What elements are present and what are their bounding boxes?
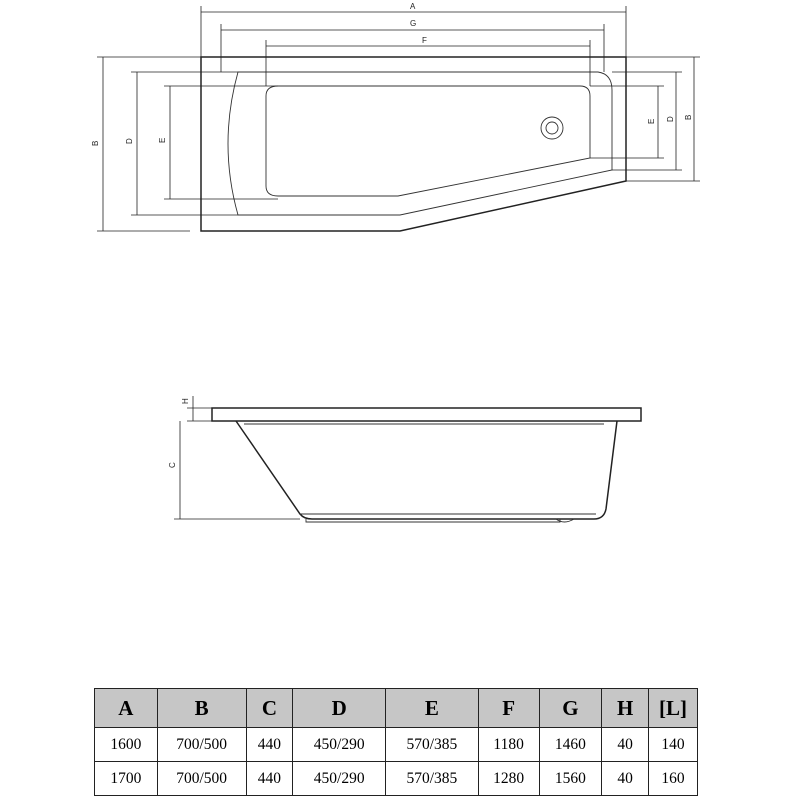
cell-h: 40 xyxy=(602,762,649,796)
header-g: G xyxy=(539,689,602,728)
cell-f: 1280 xyxy=(478,762,539,796)
cell-e: 570/385 xyxy=(386,728,479,762)
cell-f: 1180 xyxy=(478,728,539,762)
side-view-rim xyxy=(212,408,641,421)
header-a: A xyxy=(95,689,158,728)
cell-a: 1600 xyxy=(95,728,158,762)
cell-d: 450/290 xyxy=(293,728,386,762)
dimensions-table xyxy=(94,688,698,796)
dim-label-e-right: E xyxy=(647,118,656,124)
header-d: D xyxy=(293,689,386,728)
cell-b: 700/500 xyxy=(157,762,246,796)
table-row xyxy=(95,762,698,796)
cell-b: 700/500 xyxy=(157,728,246,762)
drain-outer-icon xyxy=(541,117,563,139)
header-e: E xyxy=(386,689,479,728)
header-f: F xyxy=(478,689,539,728)
dim-label-b-right: B xyxy=(684,114,693,120)
top-view-inner-rim xyxy=(228,72,612,215)
dim-label-a: A xyxy=(410,2,416,11)
top-view-outer-rim xyxy=(201,57,626,231)
dim-label-g: G xyxy=(410,19,417,28)
side-view xyxy=(168,396,641,522)
top-view-basin xyxy=(266,86,590,196)
dim-label-h: H xyxy=(181,398,190,404)
cell-h: 40 xyxy=(602,728,649,762)
dim-label-b-left: B xyxy=(91,140,100,146)
drain-inner-icon xyxy=(546,122,558,134)
table-header-row xyxy=(95,689,698,728)
header-b: B xyxy=(157,689,246,728)
table-row xyxy=(95,728,698,762)
cell-a: 1700 xyxy=(95,762,158,796)
dim-label-d-left: D xyxy=(125,138,134,144)
dim-label-c: C xyxy=(168,462,177,468)
cell-g: 1560 xyxy=(539,762,602,796)
cell-l: 140 xyxy=(649,728,698,762)
top-view xyxy=(91,2,700,231)
header-h: H xyxy=(602,689,649,728)
cell-d: 450/290 xyxy=(293,762,386,796)
side-view-tub-body xyxy=(236,421,617,519)
dim-label-f: F xyxy=(422,36,427,45)
dim-label-d-right: D xyxy=(666,116,675,122)
cell-c: 440 xyxy=(246,762,293,796)
cell-c: 440 xyxy=(246,728,293,762)
cell-g: 1460 xyxy=(539,728,602,762)
header-l: [L] xyxy=(649,689,698,728)
header-c: C xyxy=(246,689,293,728)
cell-e: 570/385 xyxy=(386,762,479,796)
dim-label-e-left: E xyxy=(158,137,167,143)
cell-l: 160 xyxy=(649,762,698,796)
